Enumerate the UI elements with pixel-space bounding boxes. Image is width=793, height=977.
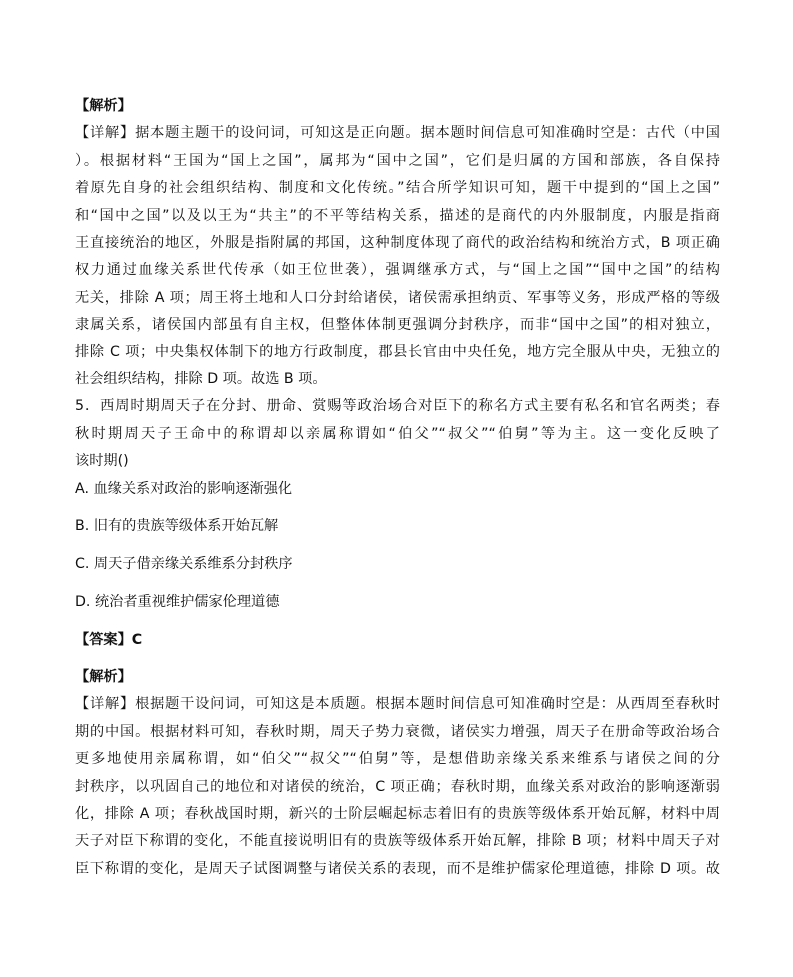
answer-label: 【答案】C <box>75 632 143 648</box>
option-a: A. 血缘关系对政治的影响逐渐强化 <box>75 481 293 497</box>
option-b: B. 旧有的贵族等级体系开始瓦解 <box>75 518 279 534</box>
analysis-line: ）。根据材料“王国为“国上之国”，属邦为“国中之国”，它们是归属的方国和部族，各自保持 <box>75 153 720 169</box>
analysis-line: 王直接统治的地区，外服是指附属的邦国，这种制度体现了商代的政治结构和统治方式，B 项正确 <box>75 235 720 251</box>
explanation-line: 封秩序，以巩固自己的地位和对诸侯的统治，C 项正确；春秋时期，血缘关系对政治的影响逐渐弱 <box>75 779 720 795</box>
explanation-line: 天子对臣下称谓的变化，不能直接说明旧有的贵族等级体系开始瓦解，排除 B 项；材料中周天子对 <box>75 833 720 849</box>
option-c: C. 周天子借亲缘关系维系分封秩序 <box>75 556 293 572</box>
explanation-line: 化，排除 A 项；春秋战国时期，新兴的士阶层崛起标志着旧有的贵族等级体系开始瓦解，材料中周 <box>75 806 720 822</box>
analysis-line: 【详解】据本题主题干的设问词，可知这是正向题。据本题时间信息可知准确时空是：古代（中国 <box>75 125 720 141</box>
question-stem: 5．西周时期周天子在分封、册命、赏赐等政治场合对臣下的称名方式主要有私名和官名两类；春 <box>75 398 720 414</box>
explanation-line: 臣下称谓的变化，是周天子试图调整与诸侯关系的表现，而不是维护儒家伦理道德，排除 D 项。故 <box>75 861 720 877</box>
analysis-heading: 【解析】 <box>75 98 132 114</box>
analysis-line: 社会组织结构，排除 D 项。故选 B 项。 <box>75 371 327 387</box>
explanation-line: 【详解】根据题干设问词，可知这是本质题。根据本题时间信息可知准确时空是：从西周至春秋时 <box>75 696 720 712</box>
analysis-line: 无关，排除 A 项；周王将土地和人口分封给诸侯，诸侯需承担纳贡、军事等义务，形成严格的等级 <box>75 290 720 306</box>
analysis-line: 隶属关系，诸侯国内部虽有自主权，但整体体制更强调分封秩序，而非“国中之国”的相对独立， <box>75 317 720 333</box>
analysis-line: 权力通过血缘关系世代传承（如王位世袭），强调继承方式，与“国上之国”“国中之国”的结构 <box>75 262 720 278</box>
analysis-line: 着原先自身的社会组织结构、制度和文化传统。”结合所学知识可知，题干中提到的“国上之国” <box>75 180 720 196</box>
analysis-heading: 【解析】 <box>75 669 132 685</box>
analysis-line: 和“国中之国”以及以王为“共主”的不平等结构关系，描述的是商代的内外服制度，内服是指商 <box>75 208 720 224</box>
explanation-line: 期的中国。根据材料可知，春秋时期，周天子势力衰微，诸侯实力增强，周天子在册命等政治场合 <box>75 724 720 740</box>
option-d: D. 统治者重视维护儒家伦理道德 <box>75 594 280 610</box>
question-stem: 秋时期周天子王命中的称谓却以亲属称谓如“伯父”“叔父”“伯舅”等为主。这一变化反映了 <box>75 426 720 442</box>
question-stem: 该时期() <box>75 453 129 469</box>
analysis-line: 排除 C 项；中央集权体制下的地方行政制度，郡县长官由中央任免，地方完全服从中央，无独立的 <box>75 344 720 360</box>
explanation-line: 更多地使用亲属称谓，如“伯父”“叔父”“伯舅”等，是想借助亲缘关系来维系与诸侯之间的分 <box>75 751 720 767</box>
